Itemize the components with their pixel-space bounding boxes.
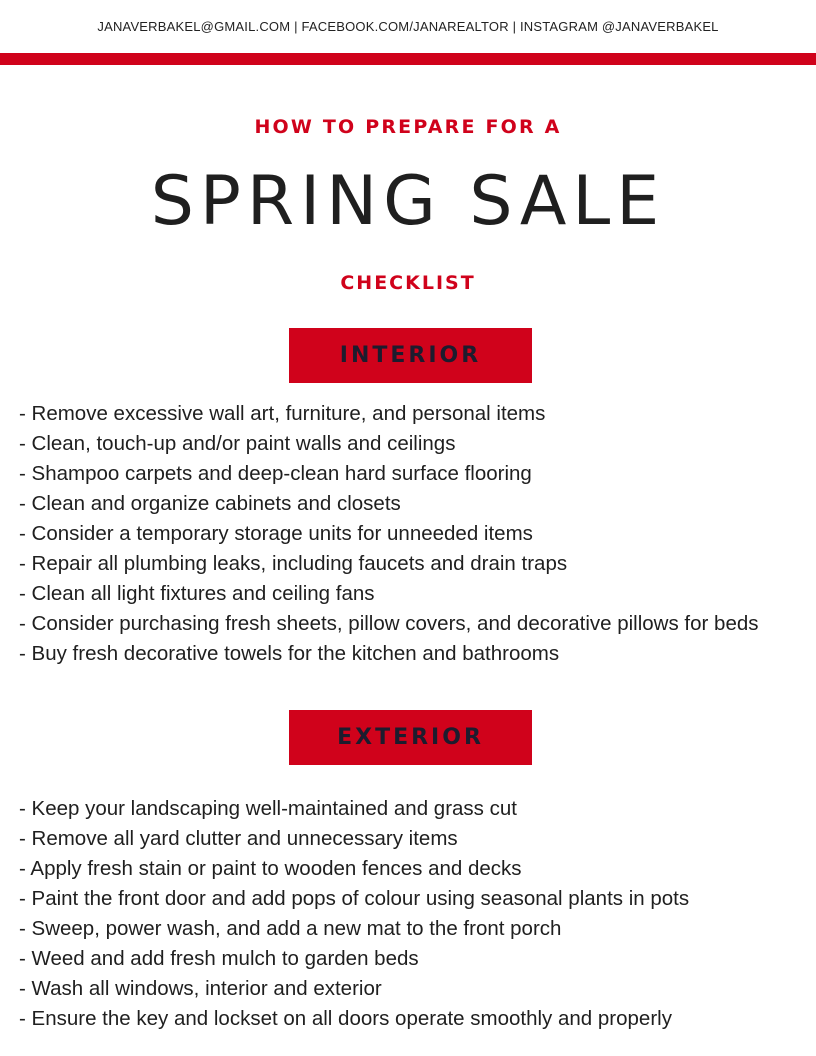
title-eyebrow: HOW TO PREPARE FOR A [254,116,562,138]
checklist-item: - Clean all light fixtures and ceiling fans [19,582,375,605]
exterior-checklist [19,794,799,1034]
exterior-section-label: EXTERIOR [337,725,484,750]
interior-section-label: INTERIOR [339,343,482,368]
checklist-item: - Remove all yard clutter and unnecessary items [19,827,458,850]
interior-section-badge [289,328,532,383]
checklist-item: - Keep your landscaping well-maintained and grass cut [19,797,517,820]
interior-checklist [19,399,799,669]
checklist-item: - Clean and organize cabinets and closets [19,492,401,515]
checklist-item: - Consider purchasing fresh sheets, pillow covers, and decorative pillows for beds [19,612,759,635]
checklist-item: - Consider a temporary storage units for unneeded items [19,522,533,545]
page-title: SPRING SALE [150,162,666,241]
top-accent-bar [0,53,816,65]
checklist-item: - Shampoo carpets and deep-clean hard surface flooring [19,462,532,485]
checklist-item: - Clean, touch-up and/or paint walls and ceilings [19,432,456,455]
checklist-item: - Weed and add fresh mulch to garden beds [19,947,419,970]
exterior-section-badge [289,710,532,765]
contact-line: JANAVERBAKEL@GMAIL.COM | FACEBOOK.COM/JANAREALTOR | INSTAGRAM @JANAVERBAKEL [97,19,719,34]
checklist-item: - Paint the front door and add pops of colour using seasonal plants in pots [19,887,690,910]
checklist-item: - Wash all windows, interior and exterior [19,977,382,1000]
checklist-item: - Ensure the key and lockset on all doors operate smoothly and properly [19,1007,672,1030]
checklist-item: - Repair all plumbing leaks, including faucets and drain traps [19,552,568,575]
checklist-item: - Buy fresh decorative towels for the kitchen and bathrooms [19,642,560,665]
checklist-item: - Sweep, power wash, and add a new mat to the front porch [19,917,562,940]
checklist-item: - Apply fresh stain or paint to wooden fences and decks [19,857,522,880]
checklist-item: - Remove excessive wall art, furniture, and personal items [19,402,546,425]
title-subtitle: CHECKLIST [340,272,476,294]
